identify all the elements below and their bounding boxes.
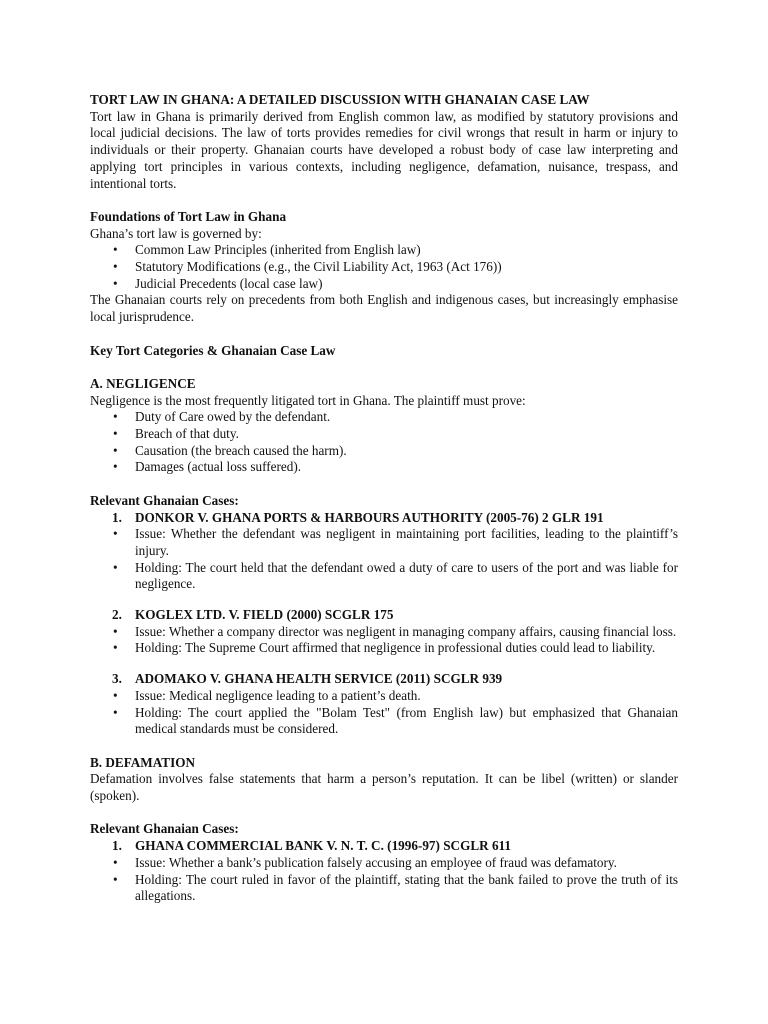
bullet-icon: • [113, 442, 118, 458]
bullet-icon: • [113, 687, 118, 703]
negligence-cases-heading: Relevant Ghanaian Cases: [90, 492, 239, 508]
bullet-icon: • [113, 704, 118, 720]
case-holding: • Holding: The Supreme Court affirmed that negligence in professional duties could lead to liability. [113, 640, 656, 656]
document-title: TORT LAW IN GHANA: A DETAILED DISCUSSION WITH GHANAIAN CASE LAW [90, 92, 590, 107]
negligence-heading: A. NEGLIGENCE [90, 375, 196, 391]
bullet-icon: • [113, 559, 118, 575]
bullet-icon: • [113, 854, 118, 870]
bullet-icon: • [113, 871, 118, 887]
case-title: 1. GHANA COMMERCIAL BANK V. N. T. C. (1996-97) SCGLR 611 [112, 838, 511, 854]
foundations-lead: Ghana’s tort law is governed by: [90, 225, 262, 241]
list-item: • Breach of that duty. [113, 426, 239, 442]
case-title: 1. DONKOR V. GHANA PORTS & HARBOURS AUTHORITY (2005-76) 2 GLR 191 [112, 509, 604, 525]
bullet-icon: • [113, 623, 118, 639]
case-issue: • Issue: Whether a company director was negligent in managing company affairs, causing financial loss. [113, 623, 677, 639]
intro-paragraph: Tort law in Ghana is primarily derived from English common law, as modified by statutory provisions and local judicial decisions. The law of torts provides remedies for civil wrongs that result in harm or injury to individuals or their property. Ghanaian courts have developed a robust body of case law interpreting and applying tort principles in various contexts, including negligence, defamation, nuisance, trespass, and intentional torts. [90, 108, 678, 191]
bullet-icon: • [113, 426, 118, 442]
bullet-icon: • [113, 459, 118, 475]
case-details [90, 624, 678, 657]
case-title: 3. ADOMAKO V. GHANA HEALTH SERVICE (2011) SCGLR 939 [112, 671, 503, 687]
case-holding: • Holding: The court ruled in favor of the plaintiff, stating that the bank failed to prove the truth of its allegations. [113, 871, 678, 904]
list-item: • Statutory Modifications (e.g., the Civil Liability Act, 1963 (Act 176)) [113, 259, 502, 275]
key-categories-heading: Key Tort Categories & Ghanaian Case Law [90, 342, 336, 358]
foundations-heading: Foundations of Tort Law in Ghana [90, 208, 287, 224]
case-holding: • Holding: The court applied the "Bolam Test" (from English law) but emphasized that Ghanaian medical standards must be considered. [113, 704, 678, 737]
list-item: • Damages (actual loss suffered). [113, 459, 302, 475]
bullet-icon: • [113, 275, 118, 291]
defamation-lead: Defamation involves false statements that harm a person’s reputation. It can be libel (written) or slander (spoken). [90, 771, 678, 804]
document-page [90, 92, 678, 905]
bullet-icon: • [113, 640, 118, 656]
negligence-lead: Negligence is the most frequently litigated tort in Ghana. The plaintiff must prove: [90, 392, 526, 408]
case-title: 2. KOGLEX LTD. V. FIELD (2000) SCGLR 175 [112, 607, 394, 623]
defamation-heading: B. DEFAMATION [90, 754, 196, 770]
list-item: • Judicial Precedents (local case law) [113, 275, 323, 291]
bullet-icon: • [113, 259, 118, 275]
foundations-closing: The Ghanaian courts rely on precedents from both English and indigenous cases, but increasingly emphasise local jurisprudence. [90, 292, 678, 325]
case-issue: • Issue: Whether the defendant was negligent in maintaining port facilities, leading to the plaintiff’s injury. [113, 526, 678, 558]
case-details [90, 526, 678, 593]
case-details [90, 855, 678, 905]
negligence-elements-list [90, 409, 678, 476]
case-issue: • Issue: Whether a bank’s publication falsely accusing an employee of fraud was defamatory. [113, 854, 617, 870]
case-holding: • Holding: The court held that the defendant owed a duty of care to users of the port and was liable for negligence. [113, 559, 678, 592]
case-issue: • Issue: Medical negligence leading to a patient’s death. [113, 687, 421, 703]
bullet-icon: • [113, 242, 118, 258]
defamation-cases-heading: Relevant Ghanaian Cases: [90, 821, 239, 837]
case-details [90, 688, 678, 738]
foundations-list [90, 242, 678, 292]
list-item: • Causation (the breach caused the harm). [113, 442, 347, 458]
bullet-icon: • [113, 526, 118, 542]
list-item: • Duty of Care owed by the defendant. [113, 409, 331, 425]
bullet-icon: • [113, 409, 118, 425]
list-item: • Common Law Principles (inherited from English law) [113, 242, 421, 258]
